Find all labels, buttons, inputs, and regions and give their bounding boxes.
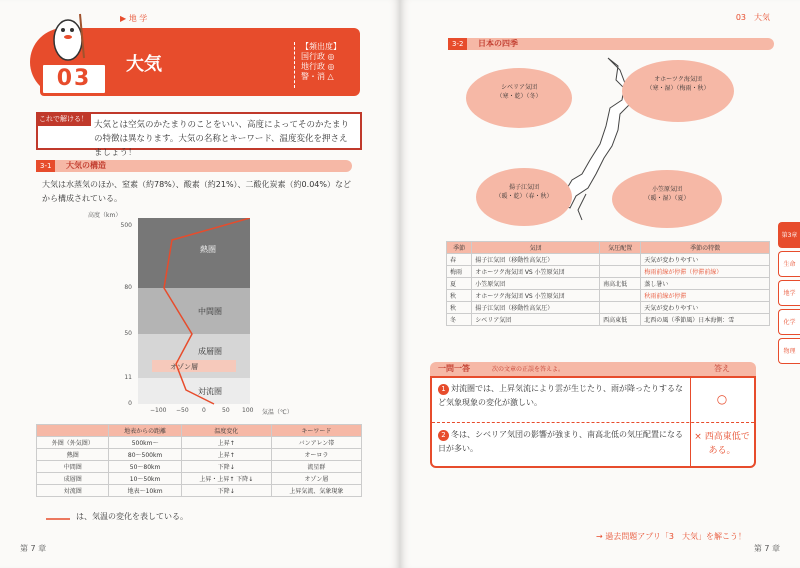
table-cell: シベリア気団	[472, 314, 600, 326]
chapter-title: 大気	[126, 54, 162, 75]
section-number: 3-2	[448, 38, 467, 50]
table-cell	[600, 266, 641, 278]
qa-answer-header: 答え	[714, 364, 730, 373]
qa-answer-2: × 西高東低である。	[694, 432, 750, 456]
air-mass-detail: （暖・乾）（春・秋）	[495, 193, 553, 200]
seasons-table	[446, 241, 770, 326]
qa-question-1	[438, 382, 688, 410]
table-row	[37, 449, 362, 461]
table-row	[37, 485, 362, 497]
qa-header	[430, 362, 756, 376]
table-cell: 天気が変わりやすい	[641, 254, 770, 266]
side-tab[interactable]: 物理	[778, 338, 800, 364]
intro-text: 大気とは空気のかたまりのことをいい、高度によってそのかたまりの特徴は異なります。大気の名称とキーワード、温度変化を押さえましょう！	[94, 120, 350, 158]
table-row	[447, 254, 770, 266]
table-cell: オホーツク海気団 VS 小笠原気団	[472, 290, 600, 302]
qa-box	[430, 376, 756, 468]
qa-answer-1: ○	[716, 392, 728, 406]
air-mass-ogasawara	[612, 170, 722, 228]
y-axis-label: 高度（km）	[88, 212, 122, 219]
qa-row-divider	[432, 422, 754, 423]
table-cell: 上昇↑	[181, 437, 271, 449]
table-cell: 梅雨	[447, 266, 472, 278]
table-cell: 揚子江気団（移動性高気圧）	[472, 254, 600, 266]
air-mass-name: オホーツク海気団	[654, 76, 702, 83]
air-mass-siberian	[466, 68, 572, 128]
table-cell: 対流圏	[37, 485, 109, 497]
side-tab[interactable]: 生命	[778, 251, 800, 277]
table-cell: 冬	[447, 314, 472, 326]
qa-title: 一問一答	[438, 364, 470, 373]
table-cell: 50〜80km	[109, 461, 181, 473]
table-cell: 下降↓	[181, 485, 271, 497]
table-row	[447, 302, 770, 314]
air-mass-okhotsk	[622, 60, 734, 122]
x-tick: 0	[202, 407, 206, 414]
section-tag: ▶ 地 学	[120, 14, 148, 23]
legend-text: は、気温の変化を表している。	[76, 512, 188, 521]
qa-number: 1	[438, 384, 449, 395]
table-cell: 上昇↑	[181, 449, 271, 461]
mascot-icon	[50, 10, 88, 62]
y-tick: 80	[124, 284, 132, 291]
table-header: 季節	[447, 242, 472, 254]
table-row	[447, 314, 770, 326]
label-mesosphere: 中間圏	[198, 307, 222, 316]
frequency-row: 地行政 ◎	[301, 62, 335, 71]
side-tab[interactable]: 化学	[778, 309, 800, 335]
table-cell: 秋	[447, 302, 472, 314]
frequency-row: 国行政 ◎	[301, 52, 335, 61]
frequency-row: 警・消 △	[301, 72, 334, 81]
table-header: 地表からの距離	[109, 425, 181, 437]
qa-number: 2	[438, 430, 449, 441]
side-tab[interactable]: 地学	[778, 280, 800, 306]
x-tick: 50	[222, 407, 230, 414]
table-cell	[600, 302, 641, 314]
table-cell: 秋	[447, 290, 472, 302]
right-page	[400, 0, 800, 568]
table-cell: 下降↓	[181, 461, 271, 473]
qa-question-2	[438, 428, 688, 456]
label-ozone: オゾン層	[170, 363, 198, 371]
table-cell: 北西の風（季節風）日本海側：雪	[641, 314, 770, 326]
y-tick: 500	[120, 222, 132, 229]
side-tab[interactable]: 第3章	[778, 222, 800, 248]
table-cell: オーロラ	[271, 449, 361, 461]
air-mass-name: 揚子江気団	[508, 184, 539, 191]
air-mass-detail: （寒・湿）（梅雨・秋）	[646, 85, 710, 92]
label-thermosphere: 熱圏	[200, 245, 216, 254]
table-cell: 南高北低	[600, 278, 641, 290]
table-cell: 流星群	[271, 461, 361, 473]
body-text: 大気は水蒸気のほか、窒素（約78%）、酸素（約21%）、二酸化炭素（約0.04%）などから構成されている。	[42, 180, 351, 203]
frequency-title: 【頻出度】	[301, 42, 341, 51]
table-row	[37, 437, 362, 449]
page-number-left: 第 7 章	[20, 544, 47, 553]
frequency-box	[294, 42, 352, 88]
table-cell: 夏	[447, 278, 472, 290]
y-tick: 11	[124, 374, 132, 381]
qa-question-text: 冬は、シベリア気団の影響が強まり、南高北低の気圧配置になる日が多い。	[438, 430, 683, 453]
air-mass-detail: （暖・湿）（夏）	[644, 195, 690, 202]
side-tabs	[778, 222, 800, 367]
table-cell: 成層圏	[37, 473, 109, 485]
table-cell: 熱圏	[37, 449, 109, 461]
table-cell: 上昇・上昇↑ 下降↓	[181, 473, 271, 485]
section-title: 日本の四季	[478, 39, 518, 48]
x-tick: −100	[150, 407, 167, 414]
running-header: 03 大気	[735, 13, 770, 22]
table-cell: 西高東低	[600, 314, 641, 326]
label-troposphere: 対流圏	[198, 387, 222, 396]
table-cell: 10〜50km	[109, 473, 181, 485]
qa-instruction: 次の文章の正誤を答えよ。	[492, 366, 565, 373]
table-row	[447, 266, 770, 278]
table-cell: 小笠原気団	[472, 278, 600, 290]
table-header	[37, 425, 109, 437]
air-mass-name: 小笠原気団	[651, 186, 682, 193]
table-cell: 春	[447, 254, 472, 266]
x-tick: −50	[176, 407, 189, 414]
air-mass-yangtze	[476, 168, 572, 226]
table-header: 気団	[472, 242, 600, 254]
chapter-number: 03	[40, 62, 108, 96]
table-cell: 天気が変わりやすい	[641, 302, 770, 314]
section-heading-3-1	[36, 160, 352, 172]
table-header: 気圧配置	[600, 242, 641, 254]
temperature-curve	[138, 218, 250, 406]
table-cell: 中間圏	[37, 461, 109, 473]
table-cell: 蒸し暑い	[641, 278, 770, 290]
table-cell	[600, 290, 641, 302]
air-mass-name: シベリア気団	[500, 84, 537, 91]
table-cell: オホーツク海気団 VS 小笠原気団	[472, 266, 600, 278]
x-axis-label: 気温（℃）	[262, 409, 293, 416]
table-cell: オゾン層	[271, 473, 361, 485]
section-title: 大気の構造	[66, 161, 106, 170]
table-cell	[600, 254, 641, 266]
table-row	[37, 473, 362, 485]
table-header: 季節の特徴	[641, 242, 770, 254]
table-cell: 外圏（外気圏）	[37, 437, 109, 449]
page-number-right: 第 7 章	[753, 544, 780, 553]
y-tick: 50	[124, 330, 132, 337]
intro-label: これで解ける！	[36, 112, 91, 126]
app-footer-link[interactable]: → 過去問題アプリ「3 大気」を解こう！	[595, 532, 746, 541]
qa-question-text: 対流圏では、上昇気流により雲が生じたり、雨が降ったりするなど気象現象の変化が激しい。	[438, 384, 683, 407]
table-header: 温度変化	[181, 425, 271, 437]
table-cell: 秋雨前線が停滞	[641, 290, 770, 302]
section-heading-3-2	[448, 38, 774, 50]
table-row	[37, 461, 362, 473]
table-cell: 上昇気流、気象現象	[271, 485, 361, 497]
label-stratosphere: 成層圏	[198, 347, 222, 356]
section-number: 3-1	[36, 160, 55, 172]
y-tick: 0	[128, 400, 132, 407]
table-cell: 80〜500km	[109, 449, 181, 461]
table-row	[447, 290, 770, 302]
temperature-legend-line	[46, 516, 70, 522]
x-tick: 100	[242, 407, 254, 414]
table-cell: バンアレン帯	[271, 437, 361, 449]
table-row	[447, 278, 770, 290]
air-mass-detail: （寒・乾）（冬）	[496, 93, 542, 100]
table-cell: 揚子江気団（移動性高気圧）	[472, 302, 600, 314]
table-cell: 地表〜10km	[109, 485, 181, 497]
atmosphere-table	[36, 424, 362, 497]
table-cell: 500km〜	[109, 437, 181, 449]
table-cell: 梅雨前線が停滞（停滞前線）	[641, 266, 770, 278]
table-header: キーワード	[271, 425, 361, 437]
